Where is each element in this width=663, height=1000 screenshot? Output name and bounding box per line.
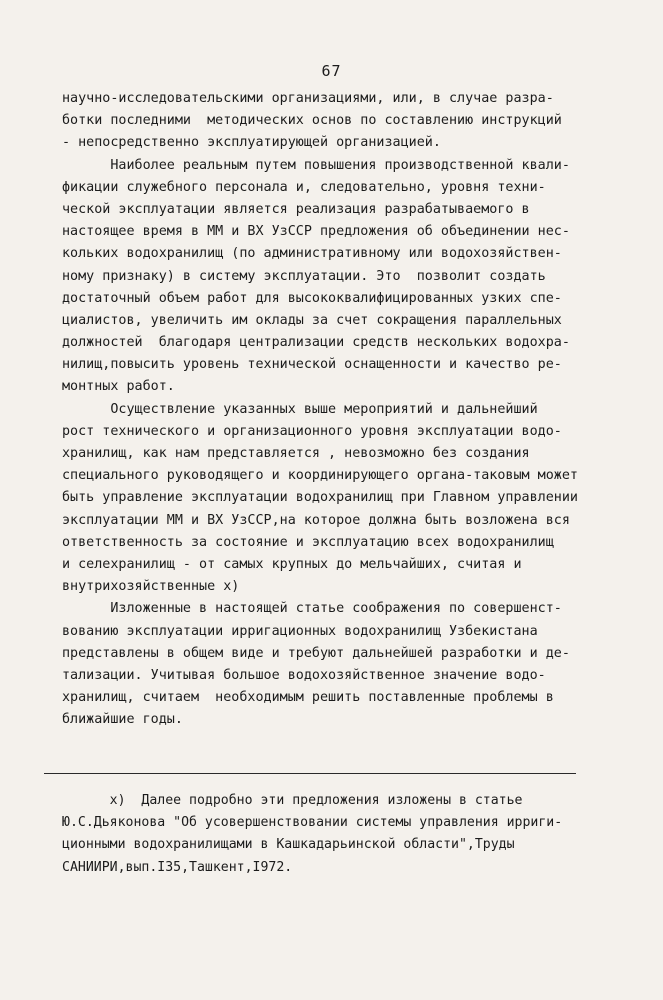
text-line: научно-исследовательскими организациями, или, в случае разра- (62, 91, 554, 106)
footnote-line: х) Далее подробно эти предложения изложены в статье (62, 793, 523, 808)
text-line: нилищ,повысить уровень технической оснащенности и качество ре- (62, 357, 562, 373)
text-line: ближайшие годы. (62, 712, 183, 728)
text-line: настоящее время в ММ и ВХ УзССР предложения об объединении нес- (62, 224, 570, 240)
text-line: и селехранилищ - от самых крупных до мельчайших, считая и (62, 556, 522, 572)
text-line: ному признаку) в систему эксплуатации. Это позволит создать (62, 268, 546, 284)
text-line: - непосредственно эксплуатирующей организацией. (62, 135, 441, 151)
footnote-divider (44, 773, 576, 774)
footnote-line: ционными водохранилищами в Кашкадарьинской области",Труды (62, 837, 515, 853)
text-line: Изложенные в настоящей статье соображения по совершенст- (62, 601, 562, 617)
text-line: фикации служебного персонала и, следовательно, уровня техни- (62, 179, 546, 195)
text-line: ческой эксплуатации является реализация разрабатываемого в (62, 201, 530, 217)
footnote-line: САНИИРИ,вып.I35,Ташкент,I972. (62, 859, 293, 875)
footnote (62, 790, 592, 879)
text-line: тализации. Учитывая большое водохозяйственное значение водо- (62, 667, 546, 683)
text-line: хранилищ, считаем необходимым решить поставленные проблемы в (62, 690, 554, 706)
text-line: кольких водохранилищ (по административному или водохозяйствен- (62, 246, 562, 262)
body-text (62, 88, 592, 731)
text-line: хранилищ, как нам представляется , невозможно без создания (62, 446, 530, 461)
text-line: монтных работ. (62, 379, 175, 395)
text-line: должностей благодаря централизации средств нескольких водохра- (62, 335, 570, 351)
text-line: ответственность за состояние и эксплуатацию всех водохранилищ (62, 534, 554, 550)
footnote-line: Ю.С.Дьяконова "Об усовершенствовании системы управления ирриги- (62, 815, 563, 831)
text-line: внутрихозяйственные х) (62, 579, 240, 595)
text-line: ботки последними методических основ по составлению инструкций (62, 113, 562, 129)
text-line: представлены в общем виде и требуют дальнейшей разработки и де- (62, 645, 570, 661)
page-number: 67 (321, 62, 342, 80)
text-line: Осуществление указанных выше мероприятий и дальнейший (62, 401, 538, 417)
text-line: эксплуатации ММ и ВХ УзССР,на которое должна быть возложена вся (62, 512, 570, 528)
text-line: достаточный объем работ для высококвалифицированных узких спе- (62, 290, 562, 306)
text-line: быть управление эксплуатации водохранилищ при Главном управлении (62, 490, 578, 506)
text-line: вованию эксплуатации ирригационных водохранилищ Узбекистана (62, 623, 538, 639)
text-line: рост технического и организационного уровня эксплуатации водо- (62, 423, 562, 439)
text-line: Наиболее реальным путем повышения производственной квали- (62, 157, 570, 173)
text-line: специального руководящего и координирующего органа-таковым может (62, 468, 578, 484)
text-line: циалистов, увеличить им оклады за счет сокращения параллельных (62, 312, 562, 328)
